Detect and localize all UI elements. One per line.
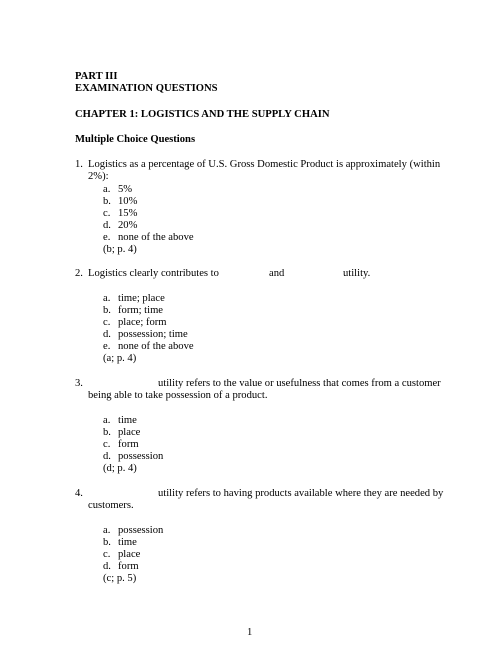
question-text: and xyxy=(269,268,285,279)
question-text-continued: being able to take possession of a product. xyxy=(88,390,268,401)
option-letter: b. xyxy=(103,305,111,316)
question-text-continued: customers. xyxy=(88,500,134,511)
question-text: utility. xyxy=(343,268,371,279)
answer-reference: (c; p. 5) xyxy=(103,573,137,584)
option-letter: e. xyxy=(103,341,111,352)
option-text: time; place xyxy=(118,293,165,304)
option-text: possession; time xyxy=(118,329,188,340)
question-number: 4. xyxy=(75,488,83,499)
option-text: 15% xyxy=(118,208,138,219)
question-text: utility refers to the value or usefulness that comes from a customer xyxy=(158,378,441,389)
option-letter: a. xyxy=(103,525,111,536)
option-text: 20% xyxy=(118,220,138,231)
option-letter: d. xyxy=(103,451,111,462)
option-letter: b. xyxy=(103,537,111,548)
option-text: none of the above xyxy=(118,341,194,352)
answer-reference: (b; p. 4) xyxy=(103,244,137,255)
chapter-heading: CHAPTER 1: LOGISTICS AND THE SUPPLY CHAIN xyxy=(75,109,330,120)
option-letter: c. xyxy=(103,208,111,219)
option-text: none of the above xyxy=(118,232,194,243)
answer-reference: (a; p. 4) xyxy=(103,353,137,364)
option-text: possession xyxy=(118,525,164,536)
question-text: utility refers to having products available where they are needed by xyxy=(158,488,444,499)
option-letter: b. xyxy=(103,427,111,438)
option-text: time xyxy=(118,537,137,548)
option-letter: d. xyxy=(103,220,111,231)
question-text-continued: 2%): xyxy=(88,171,109,182)
option-letter: c. xyxy=(103,317,111,328)
option-text: place xyxy=(118,549,141,560)
question-text: Logistics as a percentage of U.S. Gross Domestic Product is approximately (within xyxy=(88,159,441,170)
option-letter: a. xyxy=(103,184,111,195)
option-letter: c. xyxy=(103,439,111,450)
option-text: possession xyxy=(118,451,164,462)
option-text: place xyxy=(118,427,141,438)
question-number: 1. xyxy=(75,159,83,170)
option-text: form xyxy=(118,561,139,572)
subsection-heading: Multiple Choice Questions xyxy=(75,134,196,145)
option-letter: e. xyxy=(103,232,111,243)
question-number: 2. xyxy=(75,268,83,279)
option-text: 5% xyxy=(118,184,133,195)
answer-reference: (d; p. 4) xyxy=(103,463,137,474)
option-letter: d. xyxy=(103,561,111,572)
option-letter: c. xyxy=(103,549,111,560)
option-letter: b. xyxy=(103,196,111,207)
section-heading: EXAMINATION QUESTIONS xyxy=(75,83,218,94)
part-heading: PART III xyxy=(75,71,118,82)
option-letter: a. xyxy=(103,293,111,304)
option-letter: a. xyxy=(103,415,111,426)
question-text: Logistics clearly contributes to xyxy=(88,268,219,279)
page-number: 1 xyxy=(247,627,253,638)
option-text: 10% xyxy=(118,196,138,207)
question-number: 3. xyxy=(75,378,83,389)
option-text: time xyxy=(118,415,137,426)
option-text: form xyxy=(118,439,139,450)
option-letter: d. xyxy=(103,329,111,340)
option-text: place; form xyxy=(118,317,167,328)
option-text: form; time xyxy=(118,305,164,316)
